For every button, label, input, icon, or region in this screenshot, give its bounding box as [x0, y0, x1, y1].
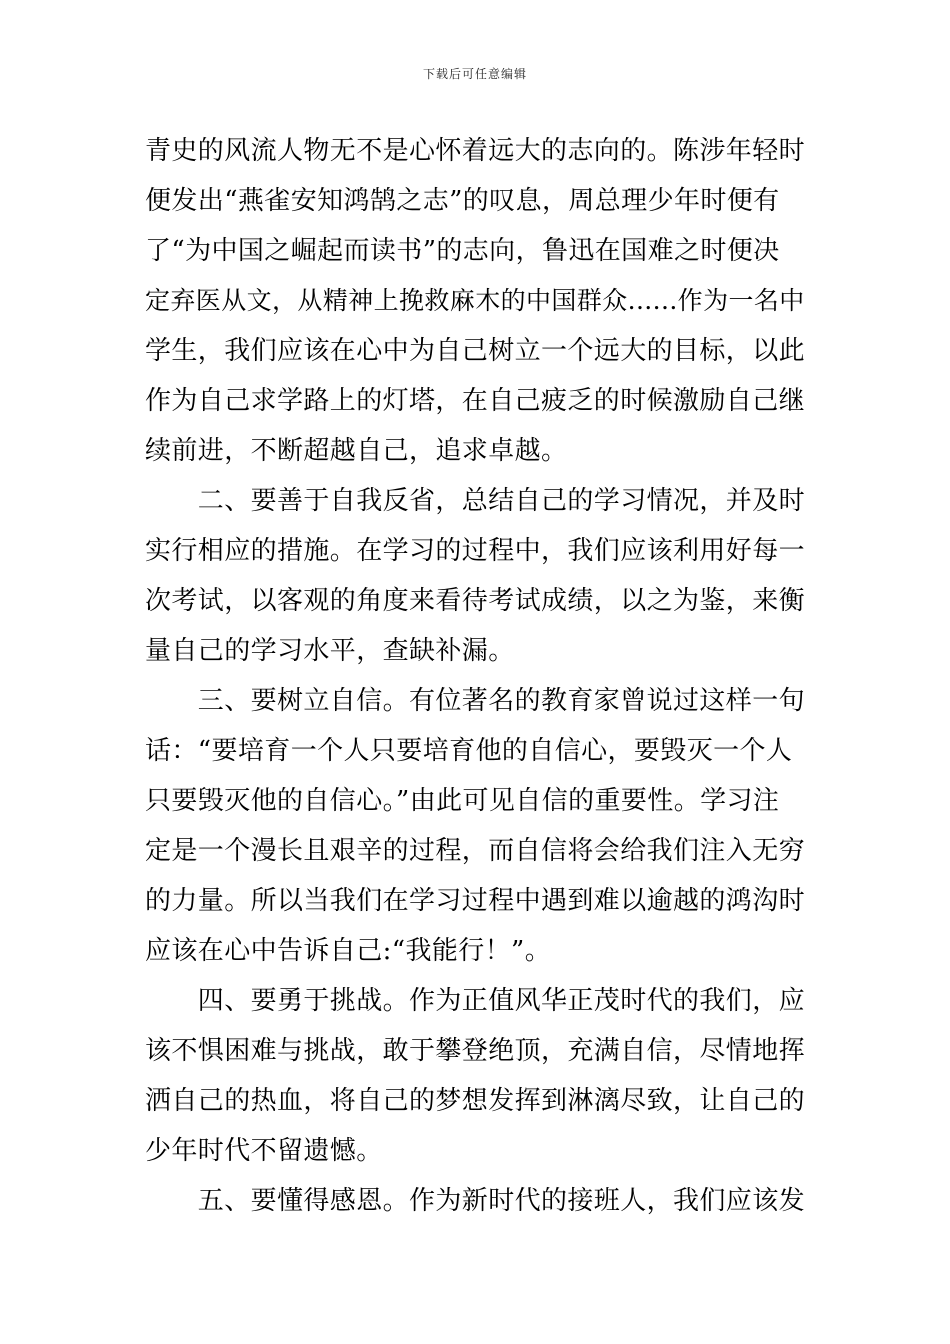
text-line: 次考试，以客观的角度来看待考试成绩，以之为鉴，来衡 [145, 586, 806, 616]
text-line: 二、要善于自我反省，总结自己的学习情况，并及时 [145, 486, 806, 516]
text-line: 作为自己求学路上的灯塔，在自己疲乏的时候激励自己继 [145, 386, 806, 416]
text-line: 应该在心中告诉自己:“我能行！”。 [145, 936, 552, 966]
body-text [145, 126, 815, 1226]
text-line: 学生，我们应该在心中为自己树立一个远大的目标，以此 [145, 336, 806, 366]
text-line: 只要毁灭他的自信心。”由此可见自信的重要性。学习注 [145, 786, 780, 816]
text-line: 五、要懂得感恩。作为新时代的接班人，我们应该发 [145, 1186, 806, 1216]
page-header: 下载后可任意编辑 [422, 67, 527, 81]
text-line: 量自己的学习水平，查缺补漏。 [145, 636, 515, 666]
text-line: 定弃医从文，从精神上挽救麻木的中国群众......作为一名中 [145, 286, 805, 315]
text-line: 少年时代不留遗憾。 [145, 1136, 383, 1166]
text-line: 洒自己的热血，将自己的梦想发挥到淋漓尽致，让自己的 [145, 1086, 806, 1116]
text-line: 实行相应的措施。在学习的过程中，我们应该利用好每一 [145, 536, 806, 566]
text-line: 的力量。所以当我们在学习过程中遇到难以逾越的鸿沟时 [145, 886, 806, 916]
text-line: 定是一个漫长且艰辛的过程，而自信将会给我们注入无穷 [145, 836, 806, 866]
text-line: 便发出“燕雀安知鸿鹄之志”的叹息，周总理少年时便有 [145, 186, 780, 216]
text-line: 四、要勇于挑战。作为正值风华正茂时代的我们，应 [145, 986, 806, 1016]
text-line: 青史的风流人物无不是心怀着远大的志向的。陈涉年轻时 [145, 136, 806, 166]
text-line: 话：“要培育一个人只要培育他的自信心，要毁灭一个人 [145, 736, 793, 766]
text-line: 该不惧困难与挑战，敢于攀登绝顶，充满自信，尽情地挥 [145, 1036, 806, 1066]
text-line: 续前进，不断超越自己，追求卓越。 [145, 436, 568, 466]
text-line: 三、要树立自信。有位著名的教育家曾说过这样一句 [145, 686, 806, 716]
text-line: 了“为中国之崛起而读书”的志向，鲁迅在国难之时便决 [145, 236, 780, 266]
